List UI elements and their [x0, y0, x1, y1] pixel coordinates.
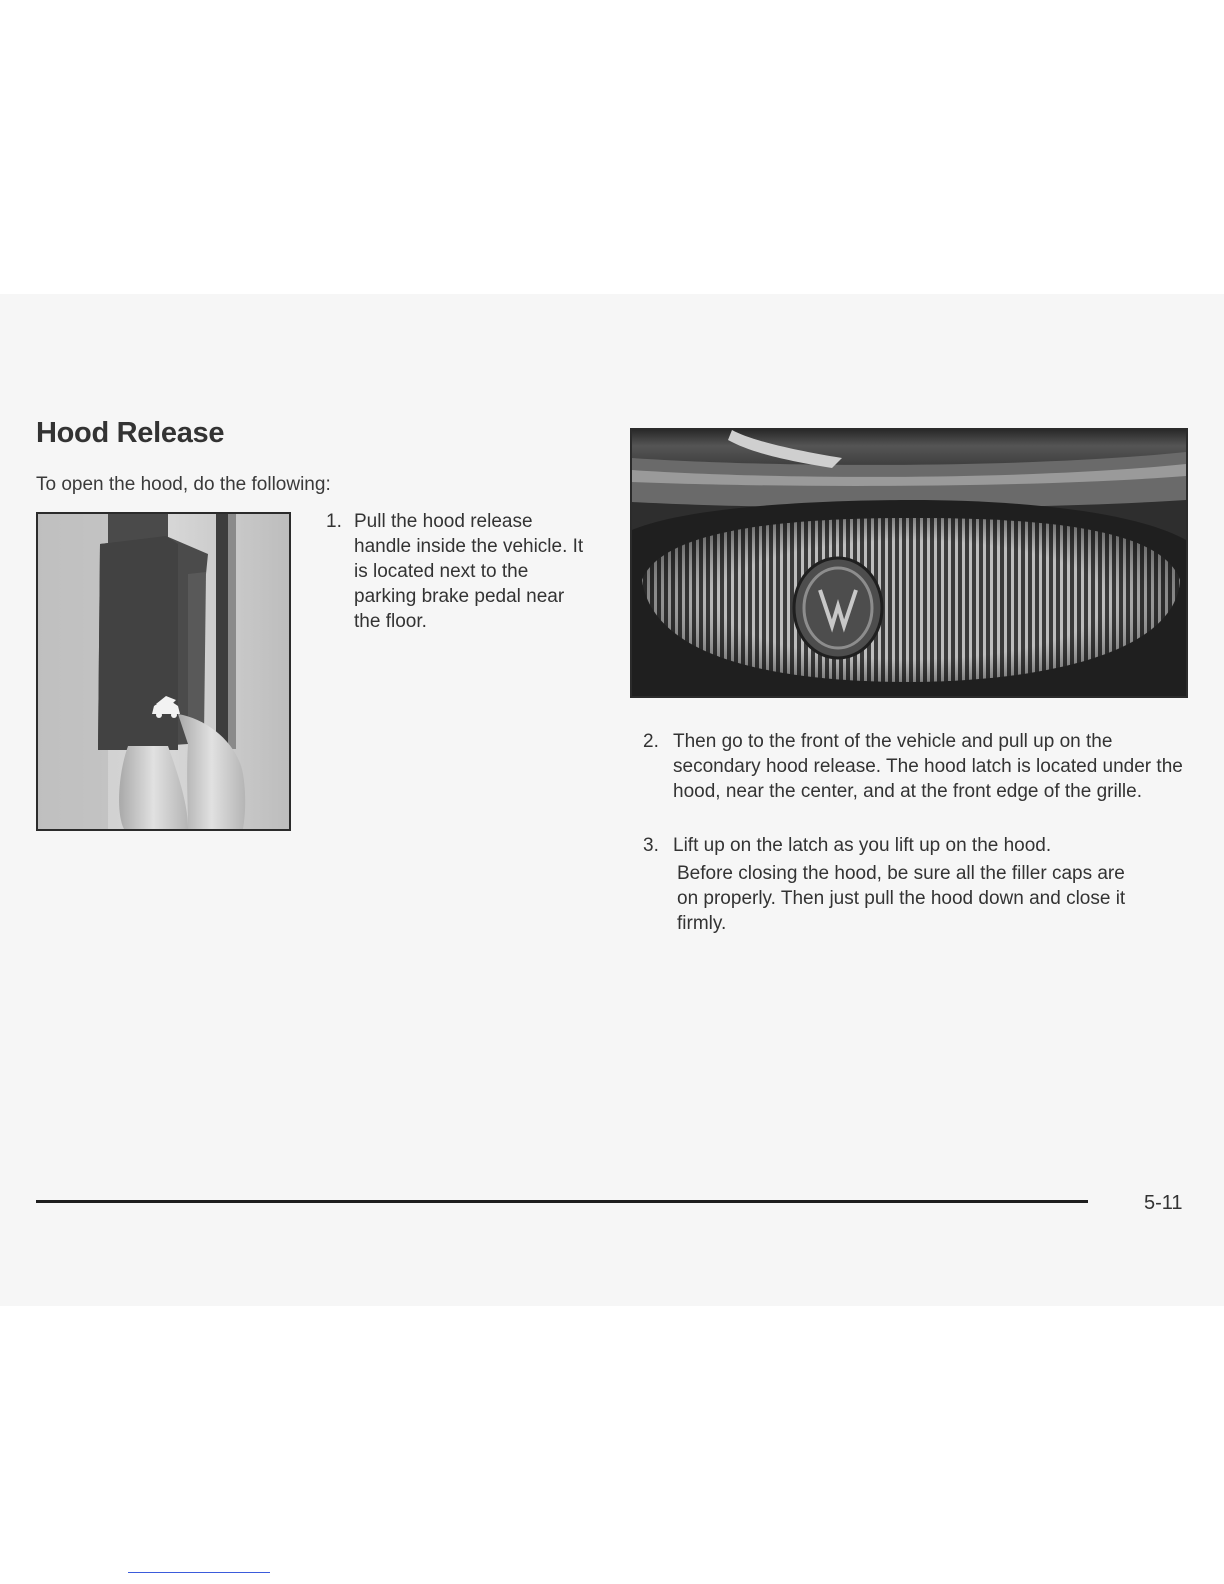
hood-release-handle-photo: [36, 512, 291, 831]
step-number: 1.: [326, 511, 342, 532]
step-1: [326, 509, 586, 634]
step-number: 2.: [643, 731, 659, 752]
closing-note: Before closing the hood, be sure all the filler caps are on properly. Then just pull the hood down and close it firmly.: [677, 863, 1126, 934]
page-number: 5-11: [1144, 1192, 1183, 1214]
front-grille-photo: [630, 428, 1188, 698]
step-text: Then go to the front of the vehicle and pull up on the secondary hood release. The hood latch is located under the hood, near the center, and at the front edge of the grille.: [673, 731, 1183, 802]
step-2: [643, 729, 1188, 804]
section-title: Hood Release: [36, 417, 225, 449]
step-3: [643, 833, 1188, 858]
footer-rule: [36, 1200, 1088, 1203]
intro-text: To open the hood, do the following:: [36, 474, 331, 495]
step-text: Pull the hood release handle inside the vehicle. It is located next to the parking brake pedal near the floor.: [354, 511, 584, 632]
step-number: 3.: [643, 835, 659, 856]
vehicle-emblem-icon: [794, 558, 882, 658]
step-text: Lift up on the latch as you lift up on the hood.: [673, 835, 1052, 856]
divider: [128, 1572, 270, 1573]
